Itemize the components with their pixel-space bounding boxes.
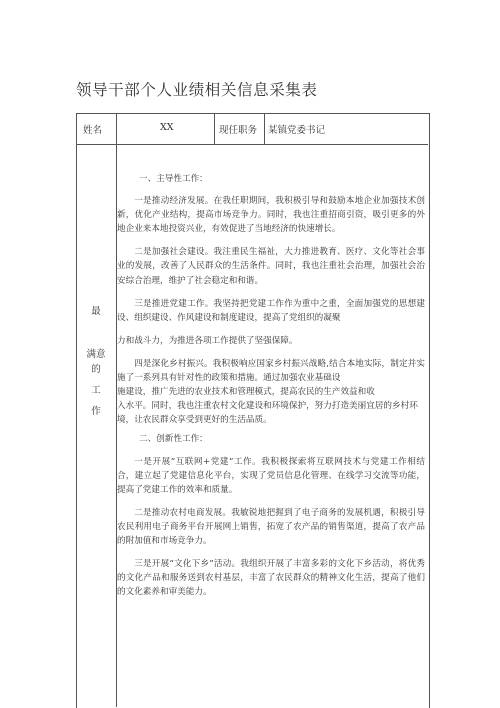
side-label-char-4: 工 [91,385,101,396]
paragraph-society: 二是加强社会建设。我注重民生福祉，大力推进教育、医疗、文化等社会事业的发展，改善了人民群众的生活条件。同时，我也注重社会治理，加强社会治安综合治理，维护了社会稳定和和谐。 [117,247,425,286]
paragraph-party-building-2: 力和战斗力，为推进各项工作提供了坚强保障。 [117,335,298,346]
header-col-divider-2 [214,113,215,144]
paragraph-rural-2: 施建设，推广先进的农业技术和管理模式，提高农民的生产效益和收 [117,387,375,398]
name-label: 姓名 [83,125,103,136]
header-col-divider-1 [116,113,117,144]
header-col-divider-3 [264,113,265,144]
side-label-char-3: 的 [91,364,101,375]
paragraph-ecommerce: 二是推动农村电商发展。我敏锐地把握到了电子商务的发展机遇，积极引导农民利用电子商务平台开展网上销售，拓宽了农产品的销售渠道，提高了农产品的附加值和市场竞争力。 [117,507,425,546]
paragraph-internet-party: 一是开展“互联网+党建”工作。我积极探索将互联网技术与党建工作相结合，建立起了党建信息化平台，实现了党员信息化管理、在线学习交流等功能，提高了党建工作的效率和质量。 [117,456,425,495]
section-heading-main: 一、主导性工作： [139,174,208,184]
header-row-divider [76,144,428,145]
position-value: 某镇党委书记 [268,125,326,136]
paragraph-party-building-1: 三是推进党建工作。我坚持把党建工作作为重中之重，全面加强党的思想建设、组织建设、作风建设和制度建设，提高了党组织的凝聚 [117,298,425,323]
page-title: 领导干部个人业绩相关信息采集表 [76,81,318,99]
paragraph-culture: 三是开展“文化下乡”活动。我组织开展了丰富多彩的文化下乡活动，将优秀的文化产品和服务送到农村基层，丰富了农民群众的精神文化生活，提高了他们的文化素养和审美能力。 [117,559,425,598]
name-value: XX [160,122,174,133]
side-label-char-1: 最 [91,306,101,317]
side-label-char-5: 作 [91,406,101,417]
paragraph-rural-1: 四是深化乡村振兴。我积极响应国家乡村振兴战略,结合本地实际，制定并实施了一系列具有针对性的政策和措施。通过加强农业基础设 [117,358,425,384]
position-label: 现任职务 [219,125,258,136]
paragraph-economy: 一是推动经济发展。在我任职期间，我积极引导和鼓励本地企业加强技术创新，优化产业结构，提高市场竞争力。同时，我也注重招商引资，吸引更多的外地企业来本地投资兴业，有效促进了当地经济的快速增长。 [117,196,425,235]
section-heading-innovation: 二、创新性工作： [139,434,208,445]
paragraph-rural-3: 入水平。同时，我也注重农村文化建设和环境保护，努力打造美丽宜居的乡村环境，让农民群众享受到更好的生活品质。 [117,401,418,426]
side-label-char-2: 满意 [86,349,106,360]
achievement-content [117,172,425,608]
